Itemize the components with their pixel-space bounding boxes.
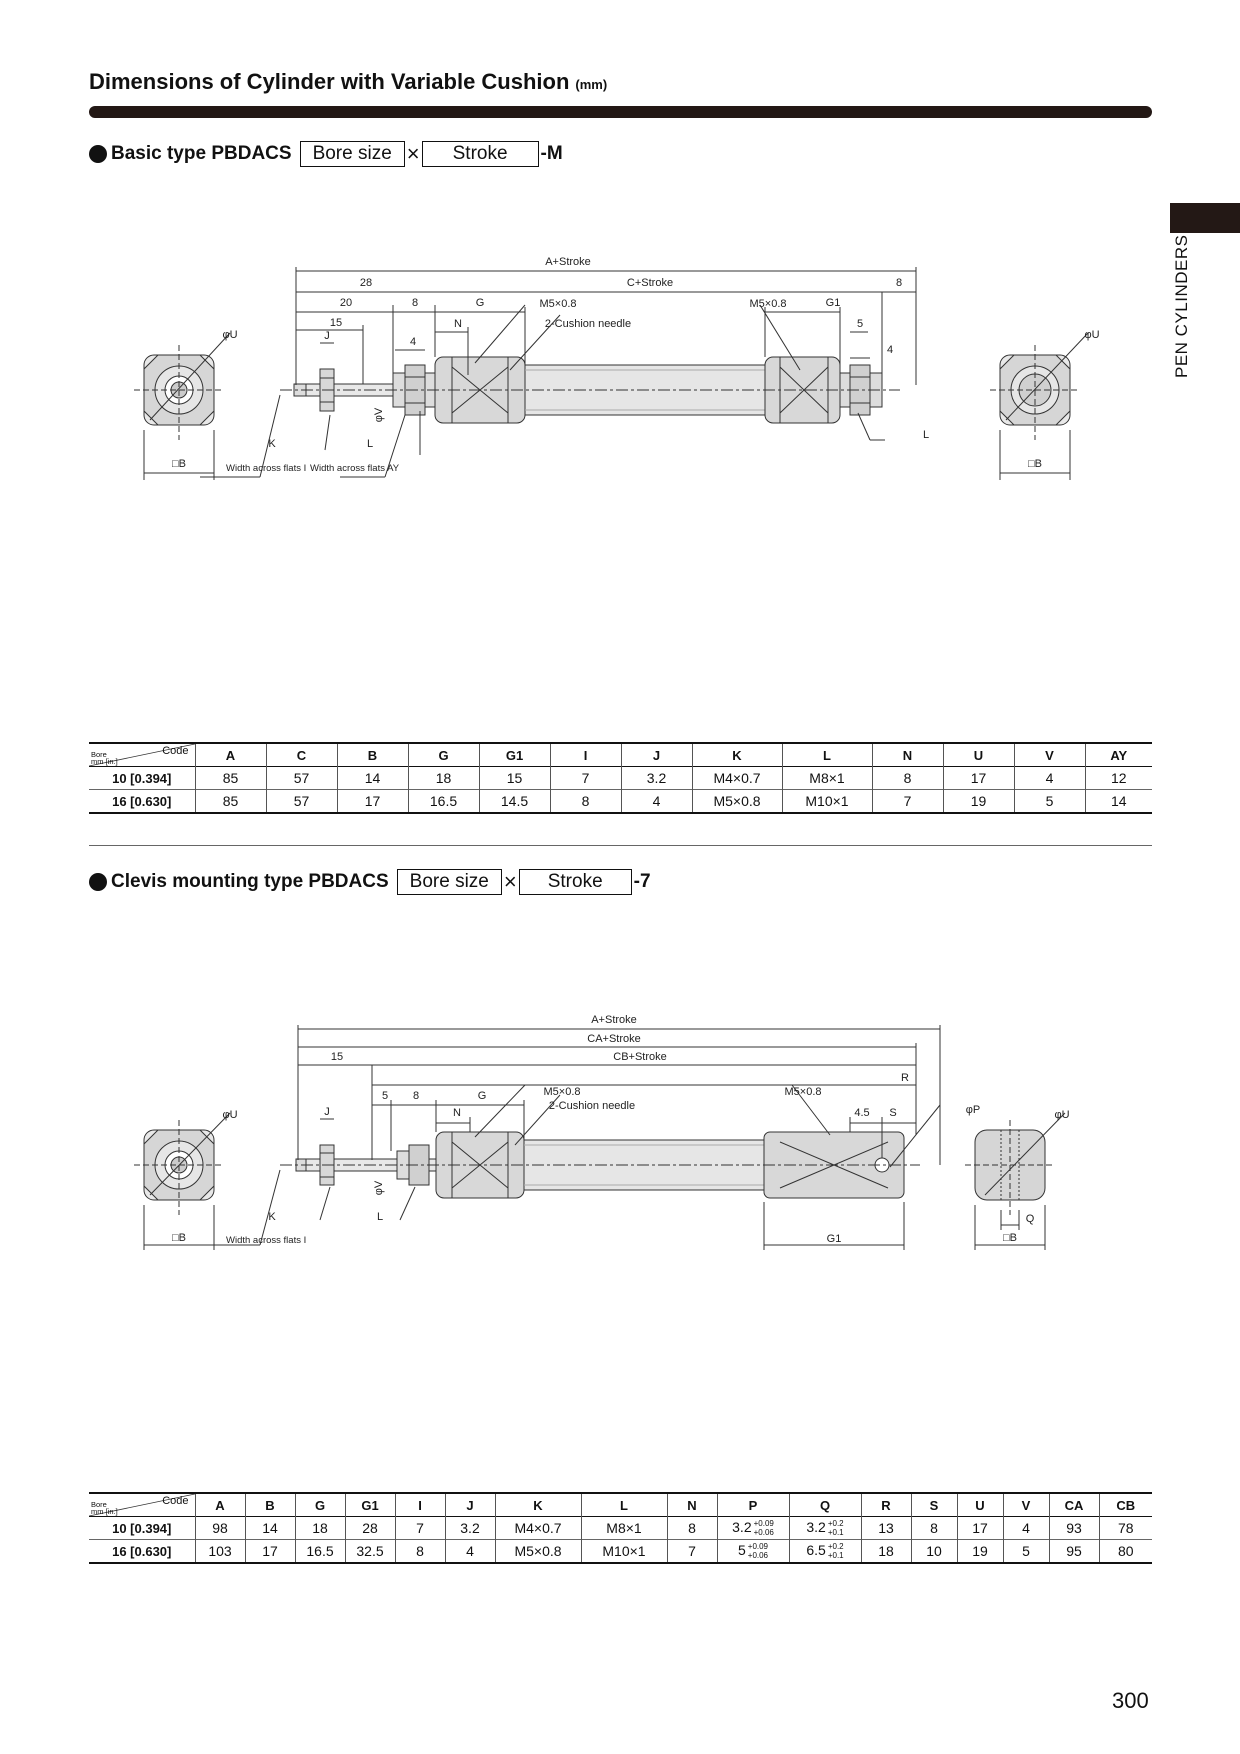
page-title-text: Dimensions of Cylinder with Variable Cushion [89,69,570,94]
clevis-suffix: -7 [633,871,651,892]
dim-cushion: 2-Cushion needle [548,1100,636,1112]
p-tol-lower: +0.06 [753,1528,774,1538]
clevis-times: × [503,869,517,894]
dim-s: S [889,1107,897,1119]
dim-4-5: 4.5 [854,1107,870,1119]
table-cell: 18 [295,1517,345,1540]
basic-col-v: V [1014,743,1085,767]
dim-m5b: M5×0.8 [749,298,787,310]
clevis-code-cell [89,1493,195,1517]
basic-drawing [130,245,1130,485]
table-cell: 93 [1049,1517,1099,1540]
dim-a-stroke: A+Stroke [545,256,591,268]
table-cell: 8 [667,1517,717,1540]
clevis-col-g: G [295,1493,345,1517]
basic-bore-label-2: mm [in.] [91,757,118,766]
basic-col-k: K [692,743,782,767]
basic-bore-label-1: Bore [91,750,107,759]
clevis-bore-size-box: Bore size [397,869,502,895]
dim-l: L [376,1211,384,1223]
side-label: PEN CYLINDERS [1172,234,1191,378]
basic-bore-size-box: Bore size [300,141,405,167]
table-cell: 4 [1014,767,1085,790]
dim-n: N [454,318,462,330]
page-title [89,69,607,95]
table-cell: 3.2 [445,1517,495,1540]
bore-cell: 16 [0.630] [89,790,195,814]
dim-c-stroke: C+Stroke [626,277,674,289]
clevis-col-a: A [195,1493,245,1517]
table-cell: 28 [345,1517,395,1540]
dim-15: 15 [329,317,343,329]
clevis-col-q: Q [789,1493,861,1517]
q-value: 6.5 [806,1541,826,1558]
clevis-col-i: I [395,1493,445,1517]
table-cell: M8×1 [782,767,872,790]
clevis-table [89,1492,1152,1564]
dim-4a: 4 [409,336,417,348]
table-cell: 8 [550,790,621,814]
table-cell: 85 [195,790,266,814]
dim-waf-ay: Width across flats AY [310,463,400,474]
table-cell: 17 [245,1540,295,1564]
q-tolerance [828,1542,844,1560]
q-tol-lower: +0.1 [827,1528,844,1538]
dim-v: φV [373,407,385,423]
basic-col-a: A [195,743,266,767]
dim-b2: □B [1003,1232,1017,1244]
dim-k: K [268,1211,276,1223]
clevis-col-cb: CB [1116,1497,1136,1513]
basic-col-ay: AY [1110,747,1128,763]
q-tol-upper: +0.2 [827,1519,844,1529]
q-tol-lower: +0.1 [827,1551,844,1561]
clevis-drawing-labels [172,1014,1070,1246]
table-cell: M4×0.7 [495,1517,581,1540]
dim-m5a: M5×0.8 [543,1086,581,1098]
table-row [89,767,1152,790]
basic-suffix: -M [540,143,563,164]
clevis-drawing [130,1005,1090,1255]
table-cell: 4 [1003,1517,1049,1540]
dim-p: φP [965,1104,981,1116]
table-cell: 32.5 [345,1540,395,1564]
p-tol-upper: +0.09 [753,1519,774,1529]
dim-b1: □B [172,458,186,470]
table-cell: 5 [1014,790,1085,814]
clevis-title-text: Clevis mounting type PBDACS [111,871,389,892]
dim-cushion: 2-Cushion needle [544,318,632,330]
clevis-col-g1: G1 [345,1493,395,1517]
table-cell: 18 [861,1540,911,1564]
q-value: 3.2 [806,1518,826,1535]
dim-ca-stroke: CA+Stroke [587,1033,641,1045]
basic-col-g1: G1 [479,743,550,767]
table-cell: 8 [395,1540,445,1564]
basic-bore-label [91,751,118,765]
basic-col-c: C [266,743,337,767]
section-divider [89,845,1152,846]
dim-waf-i: Width across flats I [226,1235,307,1246]
dim-m5a: M5×0.8 [539,298,577,310]
basic-title-text: Basic type PBDACS [111,143,292,164]
clevis-col-l: L [581,1493,667,1517]
basic-stroke-box: Stroke [422,141,539,167]
dim-n: N [453,1107,461,1119]
clevis-code-label: Code [162,1495,189,1507]
basic-table-header [89,743,1152,767]
table-cell: 14 [1110,793,1127,809]
basic-drawing-svg [130,245,1130,485]
table-cell: 16.5 [295,1540,345,1564]
table-cell: 15 [479,767,550,790]
table-cell: 8 [872,767,943,790]
basic-col-b: B [337,743,408,767]
p-value: 3.2 [732,1518,752,1535]
table-cell: M4×0.7 [692,767,782,790]
table-cell: 3.2 [621,767,692,790]
dim-v: φV [373,1180,385,1196]
dim-q: Q [1025,1213,1035,1225]
page-number: 300 [1112,1688,1149,1713]
clevis-col-s: S [911,1493,957,1517]
table-row [89,1540,1152,1564]
table-cell: M10×1 [581,1540,667,1564]
basic-col-u: U [943,743,1014,767]
basic-times: × [406,141,420,166]
basic-section-title [89,141,563,167]
basic-table [89,742,1152,814]
clevis-drawing-svg [130,1005,1090,1255]
dim-k: K [268,438,276,450]
bullet-icon [89,873,107,891]
bore-cell: 10 [0.394] [89,1517,195,1540]
clevis-col-n: N [667,1493,717,1517]
dim-8: 8 [412,1090,420,1102]
dim-m5b: M5×0.8 [784,1086,822,1098]
table-cell: 16.5 [408,790,479,814]
p-tolerance [748,1542,768,1560]
title-bar [89,106,1152,118]
clevis-col-r: R [861,1493,911,1517]
dim-4b: 4 [886,344,894,356]
table-cell: 7 [667,1540,717,1564]
clevis-col-u: U [957,1493,1003,1517]
dim-b2: □B [1028,458,1042,470]
bore-cell: 16 [0.630] [89,1540,195,1564]
table-row [89,790,1152,814]
clevis-bore-label-1: Bore [91,1500,107,1509]
clevis-col-v: V [1003,1493,1049,1517]
basic-col-j: J [621,743,692,767]
dim-l2: L [922,429,930,441]
table-cell: 13 [861,1517,911,1540]
table-cell: 80 [1117,1543,1134,1559]
p-tolerance [754,1519,774,1537]
table-cell: M5×0.8 [495,1540,581,1564]
table-cell: 103 [195,1540,245,1564]
table-cell: 7 [550,767,621,790]
table-cell: 4 [445,1540,495,1564]
table-cell: 10 [911,1540,957,1564]
table-cell: 7 [395,1517,445,1540]
side-tab [1170,203,1240,233]
basic-col-g: G [408,743,479,767]
table-cell: 17 [337,790,408,814]
table-cell: 7 [872,790,943,814]
table-cell-p [717,1540,789,1564]
table-cell: 19 [943,790,1014,814]
clevis-col-ca: CA [1049,1493,1099,1517]
dim-g1: G1 [825,297,841,309]
table-cell-q [789,1517,861,1540]
clevis-stroke-box: Stroke [519,869,632,895]
table-cell: 85 [195,767,266,790]
basic-code-label: Code [162,745,189,757]
table-cell: 19 [957,1540,1003,1564]
dim-5: 5 [381,1090,389,1102]
table-cell: M5×0.8 [692,790,782,814]
dim-b1: □B [172,1232,186,1244]
dim-8a: 8 [411,297,419,309]
clevis-table-header [89,1493,1152,1517]
dim-r: R [901,1072,909,1084]
table-cell-p [717,1517,789,1540]
dim-j: J [324,1106,330,1118]
dim-waf-i: Width across flats I [226,463,307,474]
table-cell: 17 [943,767,1014,790]
clevis-section-title [89,869,651,895]
dim-cb-stroke: CB+Stroke [613,1051,667,1063]
dim-a-stroke: A+Stroke [591,1014,637,1026]
table-cell: 57 [266,767,337,790]
table-cell: 78 [1117,1520,1134,1536]
dim-u2: φU [1054,1109,1070,1121]
clevis-col-p: P [717,1493,789,1517]
clevis-bore-label-2: mm [in.] [91,1507,118,1516]
table-cell: 12 [1110,770,1127,786]
bullet-icon [89,145,107,163]
clevis-bore-label [91,1501,118,1515]
dim-20: 20 [339,297,353,309]
p-value: 5 [737,1541,746,1558]
basic-col-i: I [550,743,621,767]
table-cell: 17 [957,1517,1003,1540]
table-row [89,1517,1152,1540]
table-cell: M8×1 [581,1517,667,1540]
table-cell: 98 [195,1517,245,1540]
table-cell-q [789,1540,861,1564]
dim-u1: φU [222,329,238,341]
basic-col-l: L [782,743,872,767]
clevis-col-k: K [495,1493,581,1517]
table-cell: 4 [621,790,692,814]
clevis-col-j: J [445,1493,495,1517]
clevis-col-b: B [245,1493,295,1517]
dim-5: 5 [856,318,864,330]
dim-u2: φU [1084,329,1100,341]
table-cell: 14 [337,767,408,790]
page-title-unit: (mm) [575,77,608,92]
dim-15: 15 [330,1051,344,1063]
table-cell: 14.5 [479,790,550,814]
p-tol-lower: +0.06 [747,1551,769,1561]
table-cell: 95 [1049,1540,1099,1564]
bore-cell: 10 [0.394] [89,767,195,790]
dim-u1: φU [222,1109,238,1121]
dim-28: 28 [359,277,373,289]
dim-g: G [477,1090,487,1102]
dim-8b: 8 [895,277,903,289]
table-cell: 8 [911,1517,957,1540]
table-cell: M10×1 [782,790,872,814]
basic-code-cell [89,743,195,767]
dim-j: J [324,330,330,342]
basic-col-n: N [872,743,943,767]
q-tolerance [828,1519,844,1537]
q-tol-upper: +0.2 [827,1542,844,1552]
table-cell: 14 [245,1517,295,1540]
table-cell: 5 [1003,1540,1049,1564]
dim-g: G [475,297,485,309]
p-tol-upper: +0.09 [747,1542,769,1552]
dim-l1: L [366,438,374,450]
dim-g1: G1 [826,1233,842,1245]
table-cell: 57 [266,790,337,814]
table-cell: 18 [408,767,479,790]
